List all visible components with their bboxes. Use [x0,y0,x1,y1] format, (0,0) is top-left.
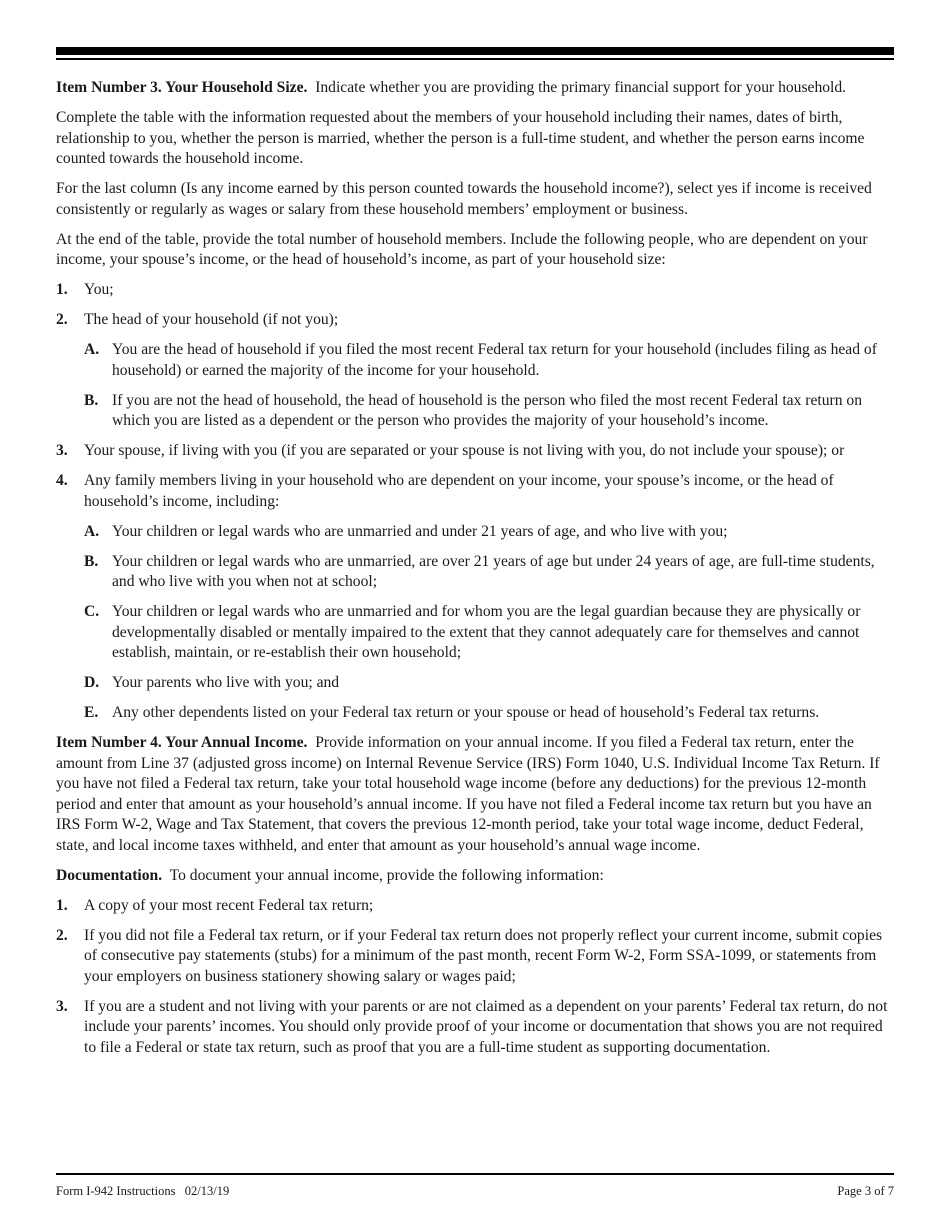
list-item-text: The head of your household (if not you); [84,311,339,328]
sub-list-item [84,391,894,432]
header-rule-thin [56,58,894,60]
list-item [56,280,894,301]
list-item-text: Your children or legal wards who are unmarried and under 21 years of age, and who live with you; [112,522,728,540]
list-item-text: Your parents who live with you; and [112,674,340,691]
footer-rule [56,1173,894,1175]
list-item-text: If you are not the head of household, the head of household is the person who filed the most recent Federal tax return on which you are listed as a dependent or the person who provides the majority of your household’s income. [112,391,863,429]
item3-paragraph-2: For the last column (Is any income earned by this person counted towards the household income?), select yes if income is received consistently or regularly as wages or salary from these household members’ employment or business. [56,180,872,218]
list-item-text: A copy of your most recent Federal tax return; [84,896,374,914]
list-item-letter: A. [84,341,100,358]
sub-list-item [84,552,894,593]
item3-intro: Indicate whether you are providing the primary financial support for your household. [315,79,847,96]
list-item-number: 3. [56,442,68,459]
list-item [56,310,894,331]
item3-paragraph-1: Complete the table with the information requested about the members of your household including their names, dates of birth, relationship to you, whether the person is married, whether the person is a full-time student, and whether the person earns income counted towards the household income. [56,109,865,167]
list-item-text: You; [84,281,114,298]
documentation-paragraph [56,866,894,887]
list-item-text: Any family members living in your household who are dependent on your income, your spouse’s income, or the head of household’s income, including: [84,472,834,510]
list-item [56,471,894,512]
list-item-number: 3. [56,997,68,1015]
list-item-text: You are the head of household if you filed the most recent Federal tax return for your household (includes filing as head of household) or earned the majority of the income for your household. [112,341,877,379]
list-item-letter: B. [84,552,99,570]
list-item-letter: B. [84,391,99,409]
document-body [56,78,894,1068]
list-item-number: 2. [56,311,68,328]
sub-list-item [84,673,894,694]
list-item-text: Your children or legal wards who are unmarried, are over 21 years of age but under 24 years of age, are full-time students, and who live with you when not at school; [112,552,875,590]
list-item-text: Your children or legal wards who are unmarried and for whom you are the legal guardian because they are physically or developmentally disabled or mentally impaired to the extent that they cannot adequately care for themselves and cannot establish, maintain, or re-establish their own household; [112,603,861,661]
list-item-text: Any other dependents listed on your Federal tax return or your spouse or head of household’s Federal tax returns. [112,704,820,721]
sub-list-item [84,703,894,724]
list-item-letter: C. [84,603,100,620]
item4-body: Provide information on your annual income. If you filed a Federal tax return, enter the amount from Line 37 (adjusted gross income) on Internal Revenue Service (IRS) Form 1040, U.S. Individual Income Tax Return. If you have not filed a Federal tax return, take your total household wage income (before any deductions) for the previous 12-month period and enter that amount as your household’s annual income. If you have not filed a Federal income tax return but you have an IRS Form W-2, Wage and Tax Statement, that covers the previous 12-month period, take your total wage income, deduct Federal, state, and local income taxes withheld, and enter that amount as your household’s annual wage income. [56,734,880,854]
item4-heading: Item Number 4. Your Annual Income. [56,734,308,751]
list-item-text: If you are a student and not living with your parents or are not claimed as a dependent on your parents’ Federal tax return, do not include your parents’ incomes. You should only provide proof of your income or documentation that shows you are not required to file a Federal or state tax return, such as proof that you are a full-time student as supporting documentation. [84,997,888,1056]
list-item-text: Your spouse, if living with you (if you are separated or your spouse is not living with you, do not include your spouse); or [84,442,845,459]
page-footer [56,1183,894,1199]
sub-list-item [84,602,894,664]
header-rule-thick [56,47,894,55]
documentation-heading: Documentation. [56,866,163,884]
list-item-text: If you did not file a Federal tax return, or if your Federal tax return does not properly reflect your current income, submit copies of consecutive pay statements (stubs) for a minimum of the past month, recent Form W-2, Form SSA-1099, or statements from your employers on business stationery showing salary or wages paid; [84,926,883,985]
item3-heading: Item Number 3. Your Household Size. [56,79,308,96]
list-item-letter: E. [84,704,99,721]
sub-list-item [84,522,894,543]
list-item [56,441,894,462]
list-item-letter: D. [84,674,100,691]
item4-paragraph [56,733,894,856]
list-item-number: 2. [56,926,68,944]
documentation-intro: To document your annual income, provide the following information: [169,866,604,884]
list-item [56,926,894,988]
item3-intro-paragraph [56,78,894,99]
list-item-number: 1. [56,281,68,298]
list-item-number: 4. [56,472,68,489]
list-item [56,997,894,1059]
list-item-number: 1. [56,896,68,914]
form-identifier: Form I-942 Instructions 02/13/19 [56,1184,230,1198]
list-item-letter: A. [84,522,100,540]
list-item [56,896,894,917]
sub-list-item [84,340,894,381]
item3-paragraph-3: At the end of the table, provide the total number of household members. Include the following people, who are dependent on your income, your spouse’s income, or the head of household’s income, as part of your household size: [56,230,868,268]
page-number: Page 3 of 7 [837,1184,894,1198]
